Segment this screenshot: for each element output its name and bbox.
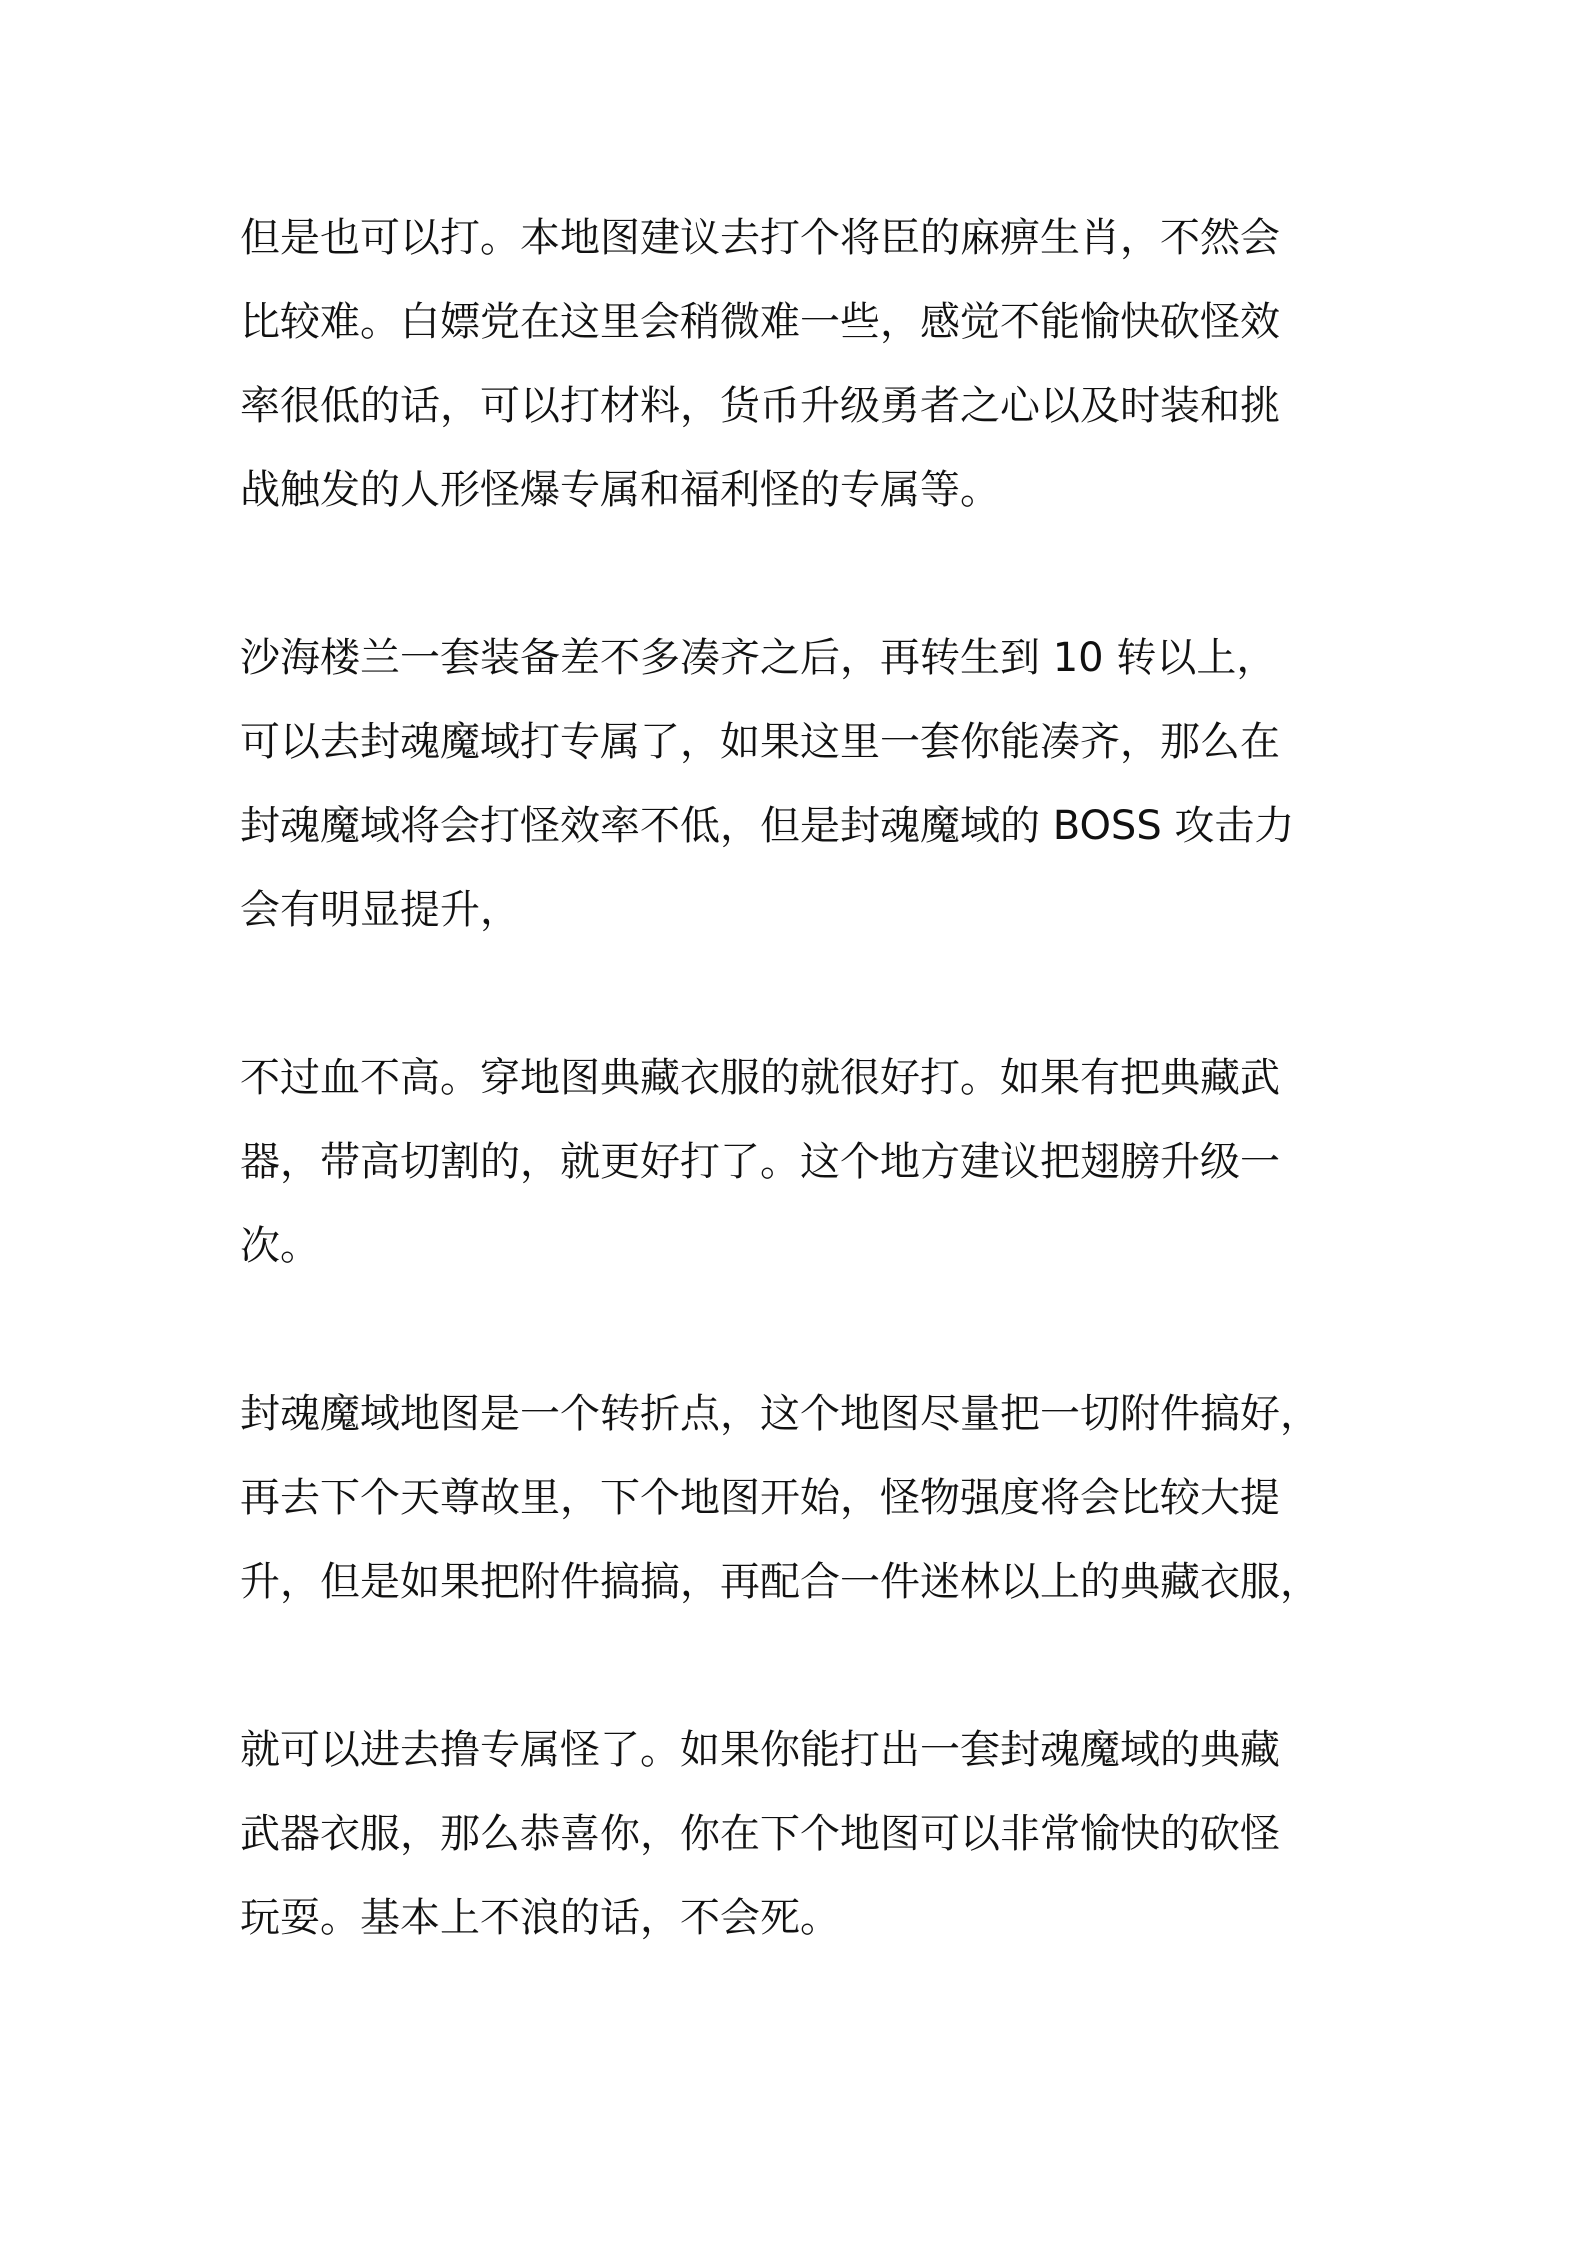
text-line: 封魂魔域将会打怪效率不低，但是封魂魔域的 BOSS 攻击力 — [240, 803, 1295, 849]
text-line: 次。 — [240, 1223, 320, 1269]
text-line: 沙海楼兰一套装备差不多凑齐之后，再转生到 10 转以上， — [240, 635, 1277, 681]
text-line: 玩耍。基本上不浪的话，不会死。 — [240, 1895, 840, 1941]
text-line: 封魂魔域地图是一个转折点，这个地图尽量把一切附件搞好， — [240, 1391, 1320, 1437]
text-line: 升，但是如果把附件搞搞，再配合一件迷林以上的典藏衣服， — [240, 1559, 1320, 1605]
paragraph-2 — [240, 616, 1370, 952]
text-line: 会有明显提升， — [240, 887, 520, 933]
text-line: 可以去封魂魔域打专属了，如果这里一套你能凑齐，那么在 — [240, 719, 1280, 765]
text-line: 率很低的话，可以打材料，货币升级勇者之心以及时装和挑 — [240, 383, 1280, 429]
document-body — [240, 196, 1370, 2044]
text-line: 器，带高切割的，就更好打了。这个地方建议把翅膀升级一 — [240, 1139, 1280, 1185]
text-line: 不过血不高。穿地图典藏衣服的就很好打。如果有把典藏武 — [240, 1055, 1280, 1101]
text-line: 但是也可以打。本地图建议去打个将臣的麻痹生肖，不然会 — [240, 215, 1280, 261]
paragraph-1 — [240, 196, 1370, 532]
paragraph-4 — [240, 1372, 1370, 1624]
text-line: 武器衣服，那么恭喜你，你在下个地图可以非常愉快的砍怪 — [240, 1811, 1280, 1857]
text-line: 战触发的人形怪爆专属和福利怪的专属等。 — [240, 467, 1000, 513]
paragraph-3 — [240, 1036, 1370, 1288]
text-line: 就可以进去撸专属怪了。如果你能打出一套封魂魔域的典藏 — [240, 1727, 1280, 1773]
text-line: 比较难。白嫖党在这里会稍微难一些，感觉不能愉快砍怪效 — [240, 299, 1280, 345]
paragraph-5 — [240, 1708, 1370, 1960]
text-line: 再去下个天尊故里，下个地图开始，怪物强度将会比较大提 — [240, 1475, 1280, 1521]
